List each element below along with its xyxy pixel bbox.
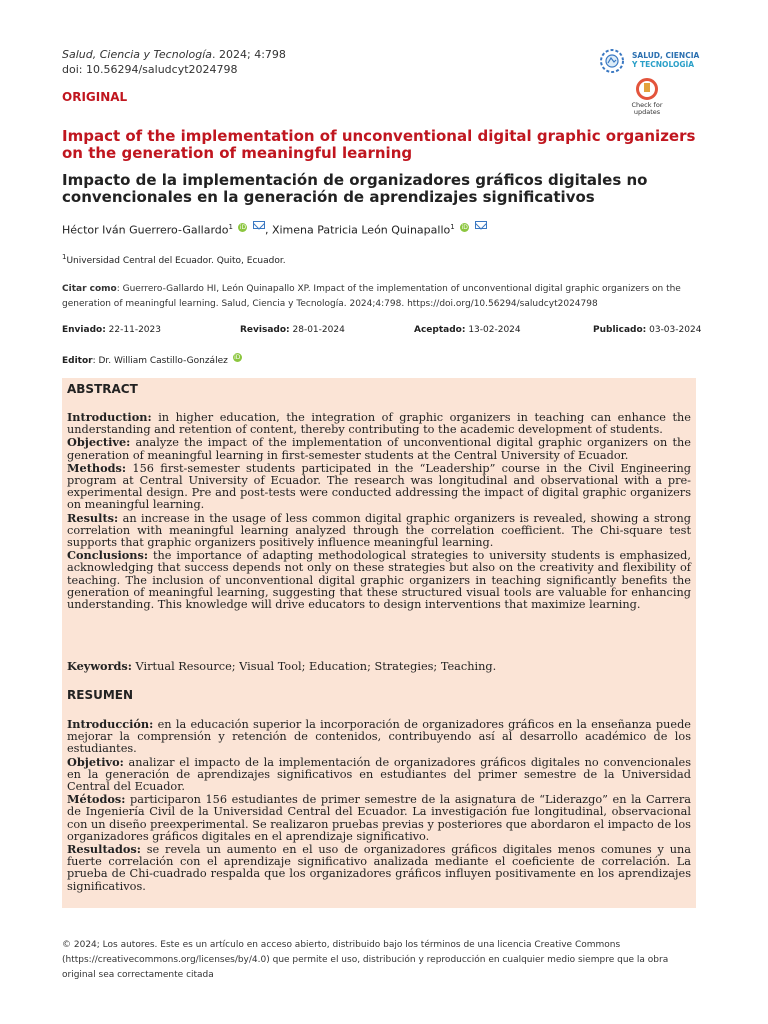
title-spanish: Impacto de la implementación de organizadores gráficos digitales no convencionales en la generación de aprendizajes significativos — [62, 171, 648, 206]
author-list — [62, 221, 487, 237]
date-sent — [62, 325, 161, 335]
citation — [62, 282, 702, 312]
journal-logo[interactable] — [598, 44, 708, 78]
resumen-body — [67, 718, 691, 893]
abstract-introduction-label: Introduction: — [67, 410, 152, 424]
abstract-results-label: Results: — [67, 510, 119, 525]
author-affiliation-mark: 1 — [450, 223, 455, 231]
resumen-heading: RESUMEN — [67, 688, 134, 702]
abstract-results — [67, 512, 691, 550]
date-published-value: 03-03-2024 — [646, 325, 702, 335]
abstract-body — [67, 411, 691, 611]
journal-reference — [62, 47, 286, 77]
abstract-conclusions-label: Conclusions: — [67, 548, 149, 563]
abstract-introduction-text: in higher education, the integration of graphic organizers in teaching can enhance the understanding and retention of content, thereby contributing to the academic development of students. — [67, 411, 691, 437]
date-sent-label: Enviado: — [62, 325, 106, 335]
resumen-metodos-label: Métodos: — [67, 792, 126, 807]
abstract-objective — [67, 436, 691, 461]
abstract-methods — [67, 462, 691, 512]
abstract-methods-label: Methods: — [67, 460, 127, 475]
resumen-metodos — [67, 793, 691, 843]
doi[interactable]: doi: 10.56294/saludcyt2024798 — [62, 63, 238, 76]
abstract-conclusions-text: the importance of adapting methodological strategies to university students is emphasized, acknowledging that success depends not only on these strategies but also on the creativity and flexibility of teaching. The inclusion of unconventional digital graphic organizers in teaching significantly benefits the generation of meaningful learning, suggesting that these structured visual tools are valuable for enhancing understanding. This knowledge will drive educators to design interventions that maximize learning. — [67, 549, 691, 612]
author-separator: , — [264, 223, 272, 237]
section-label: ORIGINAL — [62, 90, 128, 104]
abstract-keywords — [67, 660, 691, 673]
mail-icon[interactable] — [253, 221, 265, 229]
abstract-objective-label: Objective: — [67, 435, 131, 450]
affiliation-mark: 1 — [62, 253, 67, 261]
date-revised — [240, 325, 345, 335]
check-for-updates-icon — [636, 78, 658, 100]
date-accepted — [414, 325, 521, 335]
check-label-2: updates — [633, 108, 661, 116]
abstract-introduction — [67, 411, 691, 436]
resumen-metodos-text: participaron 156 estudiantes de primer semestre de la asignatura de “Liderazgo” en la Carrera de Ingeniería Civil de la Universidad Central del Ecuador. La investigación fue longitudinal, observacional con un diseño preexperimental. Se realizaron pruebas previas y posteriores que abordaron el impacto de los organizadores gráficos digitales en el aprendizaje significativo. — [67, 793, 691, 843]
citation-text: : Guerrero-Gallardo HI, León Quinapallo XP. Impact of the implementation of unconventional digital graphic organizers on the generation of meaningful learning. Salud, Ciencia y Tecnología. 2024;4:798. https://doi.org/10.56294/saludcyt2024798 — [62, 284, 681, 309]
affiliation — [62, 253, 286, 266]
journal-logo-icon — [598, 44, 628, 78]
date-accepted-value: 13-02-2024 — [465, 325, 521, 335]
citation-label: Citar como — [62, 284, 117, 294]
license-footer: © 2024; Los autores. Este es un artículo en acceso abierto, distribuido bajo los términos de una licencia Creative Commons (https://creativecommons.org/licenses/by/4.0) que permite el uso, distribución y reproducción en cualquier medio siempre que la obra original sea correctamente citada — [62, 940, 669, 980]
mail-icon[interactable] — [475, 221, 487, 229]
title-english: Impact of the implementation of unconventional digital graphic organizers on the generation of meaningful learning — [62, 127, 696, 162]
editor-name: : Dr. William Castillo-González — [92, 356, 228, 366]
resumen-resultados-label: Resultados: — [67, 842, 141, 857]
date-sent-value: 22-11-2023 — [105, 325, 161, 335]
orcid-icon[interactable]: iD — [234, 354, 241, 361]
resumen-objetivo-label: Objetivo: — [67, 754, 124, 769]
date-accepted-label: Aceptado: — [414, 325, 466, 335]
editor-label: Editor — [62, 356, 93, 366]
author-name: Ximena Patricia León Quinapallo — [271, 223, 451, 237]
resumen-resultados-text: se revela un aumento en el uso de organizadores gráficos digitales menos comunes y una fuerte correlación con el aprendizaje significativo analizada mediante el coeficiente de correlación. La prueba de Chi-cuadrado respalda que los organizadores gráficos influyen positivamente en los aprendizajes significativos. — [67, 843, 691, 893]
date-revised-label: Revisado: — [240, 325, 290, 335]
abstract-methods-text: 156 first-semester students participated in the “Leadership” course in the Civil Engineering program at Central University of Ecuador. The research was longitudinal and observational with a pre-experimental design. Pre and post-tests were conducted addressing the impact of digital graphic organizers on meaningful learning. — [67, 461, 691, 512]
check-for-updates-badge[interactable] — [622, 78, 672, 116]
abstract-conclusions — [67, 549, 691, 611]
date-published — [593, 325, 701, 335]
journal-name: Salud, Ciencia y Tecnología — [62, 48, 212, 61]
logo-text-line1: SALUD, CIENCIA — [632, 51, 700, 60]
abstract-results-text: an increase in the usage of less common digital graphic organizers is revealed, showing a strong correlation with meaningful learning analyzed through the correlation coefficient. The Chi-square test supports that graphic organizers positively influence meaningful learning. — [67, 511, 691, 550]
resumen-objetivo — [67, 756, 691, 794]
resumen-introduccion — [67, 718, 691, 756]
affiliation-text: Universidad Central del Ecuador. Quito, Ecuador. — [66, 256, 286, 266]
author-affiliation-mark: 1 — [228, 223, 233, 231]
abstract-box — [62, 378, 696, 908]
logo-text-line2: Y TECNOLOGÍA — [632, 60, 695, 69]
date-revised-value: 28-01-2024 — [289, 325, 345, 335]
keywords-text: Virtual Resource; Visual Tool; Education; Strategies; Teaching. — [131, 660, 497, 673]
abstract-heading: ABSTRACT — [67, 382, 138, 396]
abstract-objective-text: analyze the impact of the implementation of unconventional digital graphic organizers on the generation of meaningful learning in first-semester students at the Central University of Ecuador. — [67, 436, 691, 462]
editor — [62, 353, 242, 366]
orcid-icon[interactable]: iD — [461, 224, 468, 231]
journal-issue: . 2024; 4:798 — [212, 48, 286, 61]
orcid-icon[interactable]: iD — [239, 224, 247, 231]
resumen-resultados — [67, 843, 691, 893]
resumen-introduccion-label: Introducción: — [67, 717, 154, 731]
resumen-introduccion-text: en la educación superior la incorporación de organizadores gráficos en la enseñanza puede mejorar la comprensión y retención de contenidos, contribuyendo así al desarrollo académico de los estudiantes. — [67, 718, 691, 756]
date-published-label: Publicado: — [593, 325, 647, 335]
resumen-objetivo-text: analizar el impacto de la implementación de organizadores gráficos digitales no convencionales en la generación de aprendizajes significativos en estudiantes del primer semestre de la Universidad Central del Ecuador. — [67, 755, 691, 794]
author-name: Héctor Iván Guerrero-Gallardo — [62, 223, 229, 237]
keywords-label: Keywords: — [67, 659, 132, 673]
check-label-1: Check for — [631, 101, 663, 109]
